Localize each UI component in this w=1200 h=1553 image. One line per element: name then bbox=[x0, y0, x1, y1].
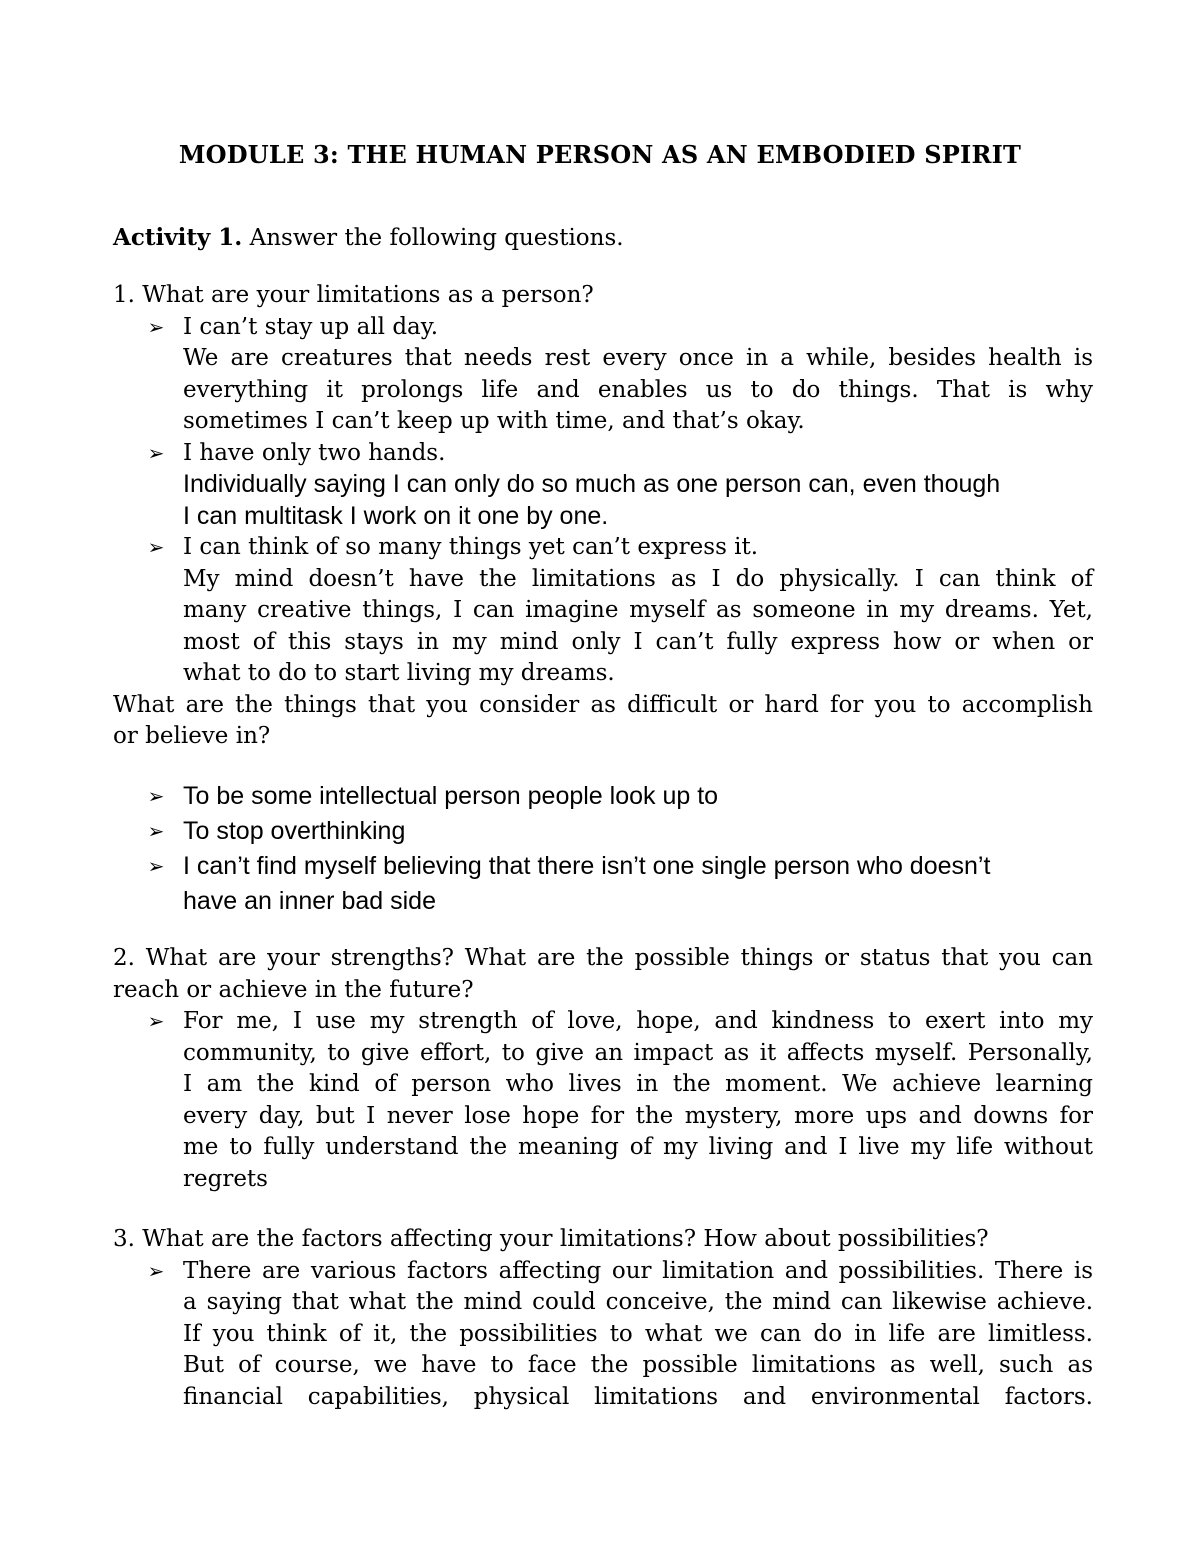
followup-question: What are the things that you consider as difficult or hard for you to accomplish bbox=[113, 691, 1093, 718]
arrow-bullet-icon: ➢ bbox=[147, 1009, 165, 1033]
answer-line: I can multitask I work on it one by one. bbox=[183, 501, 609, 530]
activity-text: Answer the following questions. bbox=[242, 225, 624, 251]
factors-answer bbox=[113, 1256, 1093, 1414]
limitation-heading: I can think of so many things yet can’t express it. bbox=[183, 534, 759, 560]
question-3-section bbox=[113, 1224, 1093, 1413]
list-item: ➢ To be some intellectual person people look up to bbox=[113, 779, 1093, 814]
question-1: 1. What are your limitations as a person? bbox=[113, 282, 594, 308]
limitation-item bbox=[113, 532, 1093, 690]
question-2: 2. What are your strengths? What are the possible things or status that you can bbox=[113, 945, 1093, 971]
arrow-bullet-icon: ➢ bbox=[147, 314, 165, 339]
activity-instruction bbox=[113, 222, 1093, 255]
question-1-section bbox=[113, 280, 1093, 753]
arrow-bullet-icon: ➢ bbox=[147, 854, 165, 878]
answer-line: We are creatures that needs rest every once in a while, besides health is bbox=[183, 345, 1093, 371]
question-2-section bbox=[113, 943, 1093, 1195]
answer-line: most of this stays in my mind only I can’t fully express how or when or bbox=[183, 628, 1093, 655]
arrow-bullet-icon: ➢ bbox=[147, 784, 165, 808]
difficult-things-list bbox=[113, 779, 1093, 919]
answer-line: me to fully understand the meaning of my living and I live my life without bbox=[183, 1134, 1093, 1160]
answer-line: many creative things, I can imagine myself as someone in my dreams. Yet, bbox=[183, 597, 1093, 623]
answer-line: everything it prolongs life and enables us to do things. That is why bbox=[183, 376, 1093, 403]
limitation-item bbox=[113, 438, 1093, 533]
answer-line: regrets bbox=[183, 1165, 268, 1192]
answer-line: There are various factors affecting our limitation and possibilities. There is bbox=[183, 1257, 1093, 1284]
limitation-heading: I can’t stay up all day. bbox=[183, 313, 438, 340]
arrow-bullet-icon: ➢ bbox=[147, 819, 165, 843]
answer-line: a saying that what the mind could conceive, the mind can likewise achieve. bbox=[183, 1289, 1093, 1315]
answer-line: I am the kind of person who lives in the moment. We achieve learning bbox=[183, 1071, 1093, 1097]
answer-line: what to do to start living my dreams. bbox=[183, 660, 615, 686]
answer-line: every day, but I never lose hope for the mystery, more ups and downs for bbox=[183, 1102, 1093, 1129]
list-item: ➢ I can’t find myself believing that there isn’t one single person who doesn’t have an inner bad side bbox=[113, 849, 1093, 919]
list-item: ➢ To stop overthinking bbox=[113, 814, 1093, 849]
answer-line: But of course, we have to face the possible limitations as well, such as bbox=[183, 1352, 1093, 1378]
limitation-item bbox=[113, 312, 1093, 438]
followup-question: or believe in? bbox=[113, 723, 271, 749]
page-title: MODULE 3: THE HUMAN PERSON AS AN EMBODIED SPIRIT bbox=[178, 140, 1022, 169]
answer-line: financial capabilities, physical limitations and environmental factors. bbox=[183, 1383, 1093, 1410]
limitation-heading: I have only two hands. bbox=[183, 439, 446, 466]
question-3: 3. What are the factors affecting your limitations? How about possibilities? bbox=[113, 1226, 989, 1252]
answer-line: For me, I use my strength of love, hope, and kindness to exert into my bbox=[183, 1008, 1093, 1034]
answer-line: If you think of it, the possibilities to what we can do in life are limitless. bbox=[183, 1320, 1093, 1347]
arrow-bullet-icon: ➢ bbox=[147, 1258, 165, 1283]
strength-answer bbox=[113, 1006, 1093, 1195]
answer-line: My mind doesn’t have the limitations as I do physically. I can think of bbox=[183, 565, 1093, 592]
answer-line: sometimes I can’t keep up with time, and that’s okay. bbox=[183, 408, 805, 434]
activity-label: Activity 1. bbox=[113, 224, 243, 251]
answer-line: Individually saying I can only do so much as one person can, even though bbox=[183, 470, 1001, 498]
arrow-bullet-icon: ➢ bbox=[147, 440, 165, 465]
answer-line: community, to give effort, to give an impact as it affects myself. Personally, bbox=[183, 1039, 1093, 1066]
question-2: reach or achieve in the future? bbox=[113, 976, 474, 1003]
arrow-bullet-icon: ➢ bbox=[147, 535, 165, 559]
